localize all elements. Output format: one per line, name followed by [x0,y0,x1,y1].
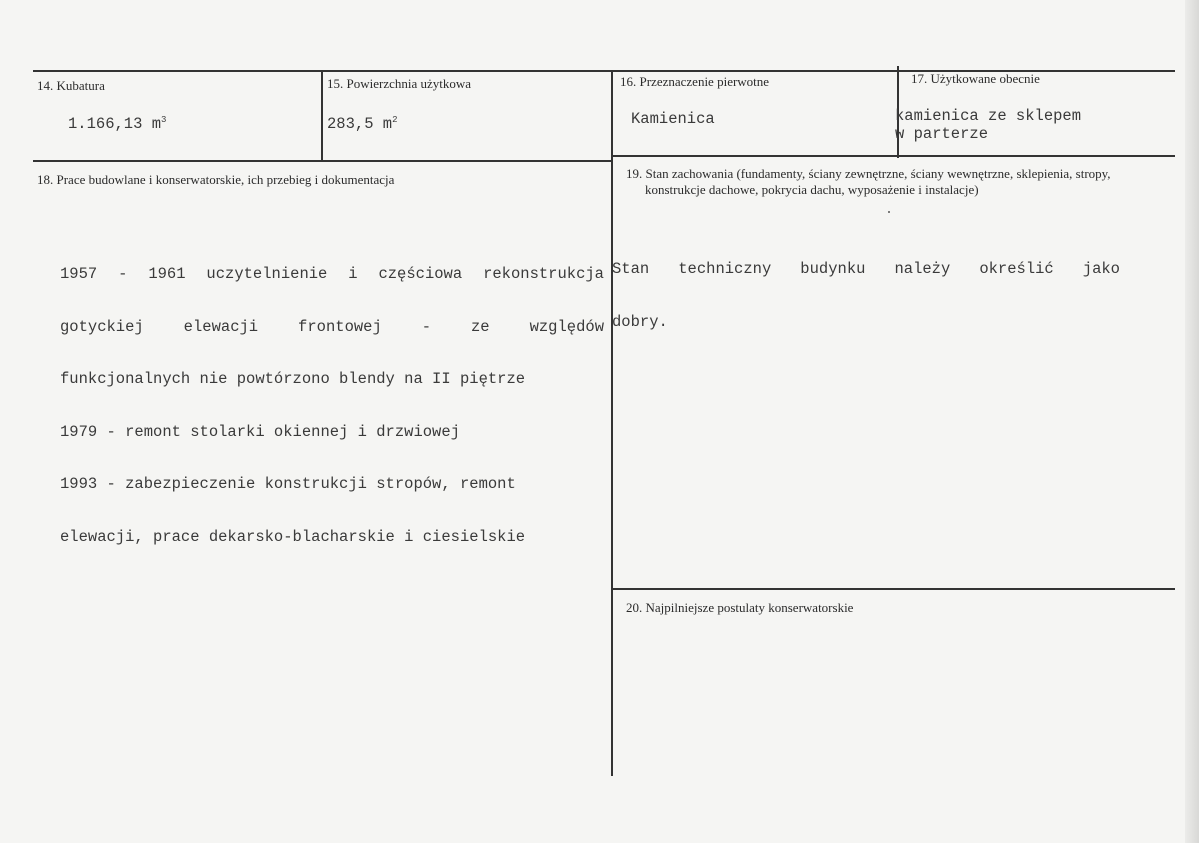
field-15-unit-exponent: 2 [392,114,398,125]
field-18-line: 1957 - 1961 uczytelnienie i częściowa rekonstrukcja [60,265,604,283]
field-18-line: 1979 - remont stolarki okiennej i drzwiowej [60,422,460,441]
field-20-label: 20. Najpilniejsze postulaty konserwatorskie [626,600,854,615]
field-14-unit-exponent: 3 [161,114,167,125]
field-14-value-text: 1.166,13 m [68,115,162,133]
field-14-value [68,116,166,134]
scan-speck [888,211,890,213]
field-15-value-text: 283,5 m [327,115,393,133]
middle-rule-right [611,155,1175,157]
field-18-line: 1993 - zabezpieczenie konstrukcji stropów, remont [60,475,516,493]
field-18-line: elewacji, prace dekarsko-blacharskie i ciesielskie [60,527,526,546]
field-18-label: 18. Prace budowlane i konserwatorskie, ich przebieg i dokumentacja [37,172,395,187]
divider-main [611,70,613,776]
field-19-line: Stan techniczny budynku należy określić jako [612,260,1120,278]
section-20-rule [611,588,1175,590]
field-15-value [327,116,398,134]
field-16-label: 16. Przeznaczenie pierwotne [620,74,770,89]
field-14-label: 14. Kubatura [37,78,105,93]
field-18-text [60,231,604,581]
field-18-line: funkcjonalnych nie powtórzono blendy na II piętrze [60,370,526,388]
field-15-label: 15. Powierzchnia użytkowa [327,76,472,91]
page-edge-shadow [1185,0,1199,843]
field-16-value: Kamienica [631,110,715,128]
field-19-text [612,226,1120,366]
field-17-line-2: w parterze [895,125,989,143]
field-17-label: 17. Użytkowane obecnie [911,71,1040,86]
field-19-line: dobry. [612,312,668,331]
field-17-line-1: kamienica ze sklepem [895,107,1082,125]
field-19-label-line-1: 19. Stan zachowania (fundamenty, ściany zewnętrzne, ściany wewnętrzne, sklepienia, stropy, [626,166,1111,181]
field-19-label-line-2: konstrukcje dachowe, pokrycia dachu, wyposażenie i instalacje) [645,182,979,197]
field-18-line: gotyckiej elewacji frontowej - ze względów [60,317,604,336]
middle-rule-left [33,160,613,162]
divider-14-15 [321,70,323,162]
